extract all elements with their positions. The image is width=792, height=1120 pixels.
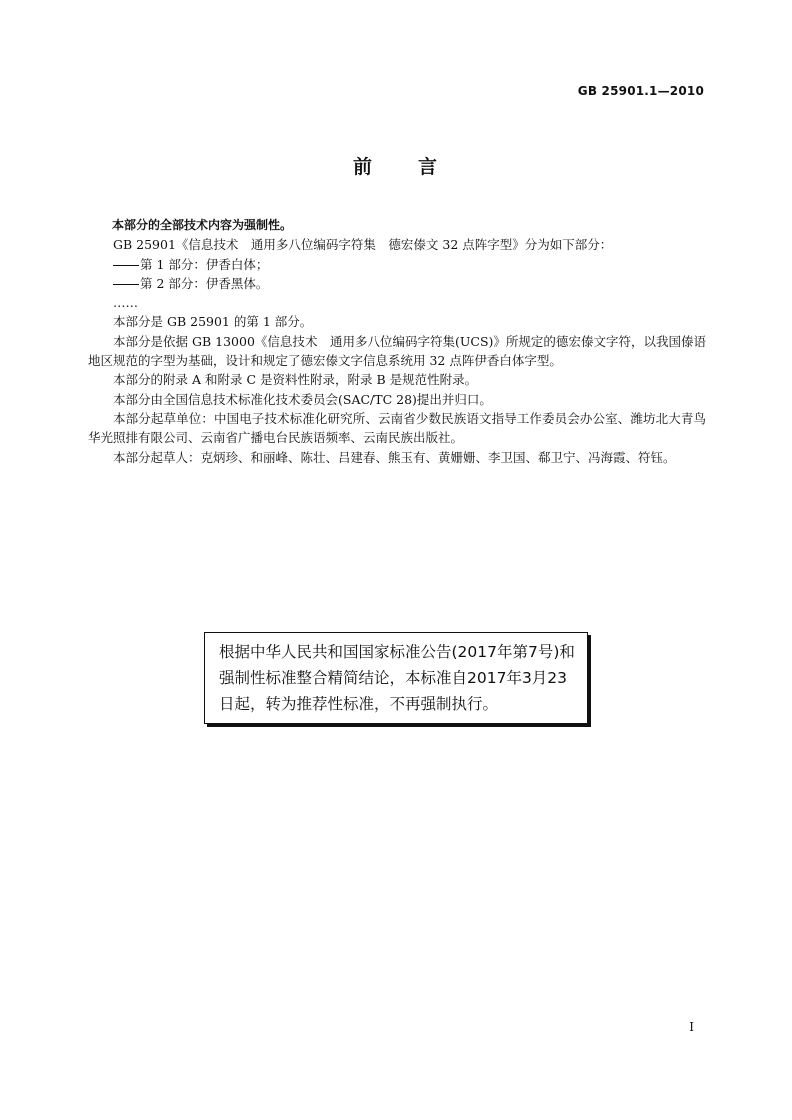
status-notice-box xyxy=(204,632,588,724)
dash-mark xyxy=(113,284,139,285)
dash-mark xyxy=(113,265,139,266)
page-number: I xyxy=(689,1020,694,1034)
parts-intro: GB 25901《信息技术 通用多八位编码字符集 德宏傣文 32 点阵字型》分为如下部分： xyxy=(113,237,613,253)
basis-paragraph: 本部分是依据 GB 13000《信息技术 通用多八位编码字符集(UCS)》所规定的德宏傣文字符，以我国傣语地区规范的字型为基础，设计和规定了德宏傣文字信息系统用 32 点阵伊香白体字型。 xyxy=(88,333,706,369)
page-title xyxy=(0,152,792,179)
foreword-body xyxy=(88,216,706,467)
part-statement: 本部分是 GB 25901 的第 1 部分。 xyxy=(113,314,313,330)
mandatory-statement: 本部分的全部技术内容为强制性。 xyxy=(112,218,293,232)
ellipsis-line: …… xyxy=(113,295,138,311)
title-char-2: 言 xyxy=(418,156,440,178)
standard-number: GB 25901.1—2010 xyxy=(577,84,704,98)
part-2-item xyxy=(88,274,706,293)
part-2-label: 第 2 部分：伊香黑体。 xyxy=(140,275,269,291)
committee-paragraph: 本部分由全国信息技术标准化技术委员会(SAC/TC 28)提出并归口。 xyxy=(113,391,492,407)
status-notice-text: 根据中华人民共和国国家标准公告(2017年第7号)和强制性标准整合精简结论，本标准自2017年3月23日起，转为推荐性标准，不再强制执行。 xyxy=(219,643,575,713)
title-char-1: 前 xyxy=(352,156,374,178)
appendix-paragraph: 本部分的附录 A 和附录 C 是资料性附录，附录 B 是规范性附录。 xyxy=(113,372,478,388)
drafting-units-paragraph: 本部分起草单位：中国电子技术标准化研究所、云南省少数民族语文指导工作委员会办公室、潍坊北大青鸟华光照排有限公司、云南省广播电台民族语频率、云南民族出版社。 xyxy=(88,410,706,446)
drafters-paragraph: 本部分起草人：克炳珍、和丽峰、陈壮、吕建春、熊玉有、黄姗姗、李卫国、郗卫宁、冯海霞、符钰。 xyxy=(113,449,676,465)
part-1-item xyxy=(88,255,706,274)
part-1-label: 第 1 部分：伊香白体； xyxy=(140,256,269,272)
